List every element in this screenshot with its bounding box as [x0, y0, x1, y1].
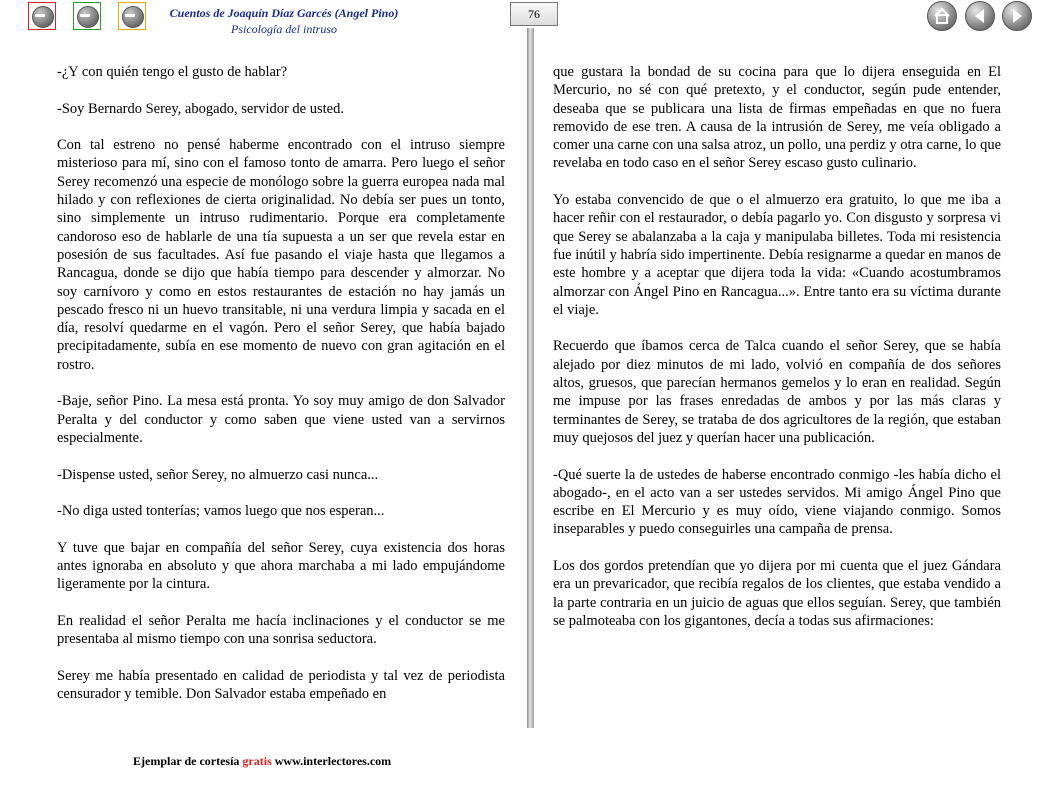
home-button[interactable] — [927, 1, 957, 31]
home-icon — [928, 2, 956, 30]
footer-site-link[interactable]: www.interlectores.com — [274, 754, 392, 768]
arrow-left-icon — [966, 2, 994, 30]
chapter-title: Psicología del intruso — [231, 22, 337, 36]
paragraph: -Qué suerte la de ustedes de haberse encontrado conmigo -les había dicho el abogado-, en el acto van a ser ustedes servidos. Mi amigo Ángel Pino que escribe en El Mercurio y es muy oído, viene viajando conmigo. Somos inseparables y puedo conseguirles una campaña de prensa. — [553, 466, 1001, 538]
maximize-icon — [122, 6, 144, 28]
footer — [133, 754, 391, 769]
paragraph: Los dos gordos pretendían que yo dijera por mi cuenta que el juez Gándara era un prevaricador, que recibía regalos de los clientes, que estaba vendido a la parte contraria en un juicio de aguas que ellos seguían. Serey, que también se palmoteaba con los gigantones, decía a todas sus afirmaciones: — [553, 558, 1001, 629]
paragraph: Y tuve que bajar en compañía del señor Serey, cuya existencia dos horas antes ignoraba en absoluto y que ahora marchaba a mi lado empujándome ligeramente por la cintura. — [57, 539, 505, 593]
paragraph: -Dispense usted, señor Serey, no almuerzo casi nunca... — [57, 466, 379, 483]
page-number: 76 — [510, 2, 558, 26]
right-column — [553, 63, 1001, 649]
arrow-right-icon — [1003, 2, 1031, 30]
close-icon — [32, 6, 54, 28]
paragraph: En realidad el señor Peralta me hacía inclinaciones y el conductor se me presentaba al mismo tiempo con una sonrisa seductora. — [57, 612, 505, 648]
paragraph: que gustara la bondad de su cocina para que lo dijera enseguida en El Mercurio, no sé con qué pretexto, y el conductor, según pude entender, deseaba que se publicara una lista de firmas empeñadas en que no fuera removido de ese tren. A causa de la intrusión de Serey, me veía obligado a comer una carne con una salsa atroz, un pollo, una perdiz y otra carne, lo que revelaba en todo caso en el señor Serey escaso gusto culinario. — [553, 64, 1001, 172]
footer-prefix: Ejemplar de cortesía — [133, 754, 240, 768]
paragraph: -¿Y con quién tengo el gusto de hablar? — [57, 64, 288, 80]
paragraph: -No diga usted tonterías; vamos luego que nos esperan... — [57, 503, 385, 520]
paragraph: Serey me había presentado en calidad de periodista y tal vez de periodista censurador y temible. Don Salvador estaba empeñado en — [57, 667, 505, 703]
paragraph: Yo estaba convencido de que o el almuerzo era gratuito, lo que me iba a hacer reñir con el restaurador, o debía pagarlo yo. Con disgusto y sorpresa vi que Serey se abalanzaba a la caja y manipulaba billetes. Toda mi resistencia fue inútil y habría sido impertinente. Debía resignarme a quedar en manos de este hombre y a aceptar que dijera toda la vida: «Cuando acostumbramos almorzar con Ángel Pino en Rancagua...». Entre tanto era su víctima durante el viaje. — [553, 192, 1001, 318]
left-column — [57, 63, 505, 722]
next-page-button[interactable] — [1002, 1, 1032, 31]
close-button[interactable] — [28, 2, 56, 30]
book-title: Cuentos de Joaquín Díaz Garcés (Angel Pino) — [169, 6, 399, 20]
paragraph: Con tal estreno no pensé haberme encontrado con el intruso siempre misterioso para mí, sino con el famoso tonto de amarra. Pero luego el señor Serey recomenzó una especie de monólogo sobre la guerra europea nada mal hilado y con reflexiones de cierta originalidad. No debía ser pues un tonto, sino simplemente un intruso rudimentario. Porque era completamente candoroso eso de hablarle de una tía supuesta a un ser que revela estar en posesión de sus facultades. Así fue pasando el viaje hasta que llegamos a Rancagua, donde se dijo que había tiempo para descender y almorzar. No soy carnívoro y como en estos restaurantes de estación no hay jamás un pescado fresco ni un huevo transitable, ni una verdura limpia y sacada en el día, resolví quedarme en el vagón. Pero el señor Serey, que había bajado precipitadamente, subía en ese momento de nuevo con gran agitación en el rostro. — [57, 137, 505, 373]
maximize-button[interactable] — [118, 2, 146, 30]
paragraph: -Baje, señor Pino. La mesa está pronta. Yo soy muy amigo de don Salvador Peralta y del conductor y como saben que viene usted van a servirnos especialmente. — [57, 393, 505, 446]
previous-page-button[interactable] — [965, 1, 995, 31]
column-divider — [527, 28, 534, 728]
paragraph: -Soy Bernardo Serey, abogado, servidor de usted. — [57, 100, 344, 117]
paragraph: Recuerdo que íbamos cerca de Talca cuando el señor Serey, que se había alejado por diez minutos de mi lado, volvió en compañía de dos señores altos, gruesos, que parecían hermanos gemelos y lo eran en realidad. Según me impuse por las frases enredadas de ambos y por las más claras y terminantes de Serey, se trataba de dos agricultores de la región, que estaban muy quejosos del juez y querían hacer una publicación. — [553, 338, 1001, 446]
footer-gratis: gratis — [242, 754, 272, 768]
minimize-icon — [77, 6, 99, 28]
minimize-button[interactable] — [73, 2, 101, 30]
